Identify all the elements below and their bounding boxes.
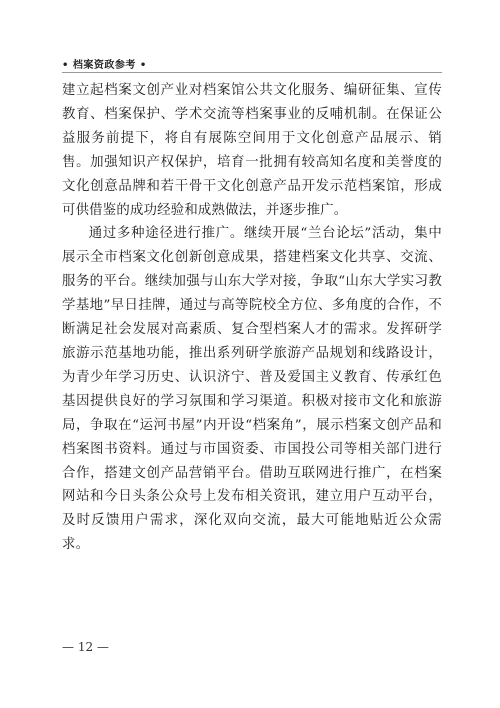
running-header: • 档案资政参考 • (62, 60, 147, 71)
header-divider (62, 72, 442, 73)
paragraph-promotion: 通过多种途径进行推广。继续开展“兰台论坛”活动，集中展示全市档案文化创新创意成果，搭建档案文化共享、交流、服务的平台。继续加强与山东大学对接，争取“山东大学实习教学基地”早日挂牌，通过与高等院校全方位、多角度的合作，不断满足社会发展对高素质、复合型档案人才的需求。发挥研学旅游示范基地功能，推出系列研学旅游产品规划和线路设计，为青少年学习历史、认识济宁、普及爱国主义教育、传承红色基因提供良好的学习氛围和学习渠道。积极对接市文化和旅游局，争取在“运河书屋”内开设“档案角”，展示档案文创产品和档案图书资料。通过与市国资委、市国投公司等相关部门进行合作，搭建文创产品营销平台。借助互联网进行推广，在档案网站和今日头条公众号上发布相关资讯，建立用户互动平台，及时反馈用户需求，深化双向交流，最大可能地贴近公众需求。 (62, 226, 442, 553)
body-text (62, 79, 442, 557)
paragraph-continued: 建立起档案文创产业对档案馆公共文化服务、编研征集、宣传教育、档案保护、学术交流等档案事业的反哺机制。在保证公益服务前提下，将自有展陈空间用于文化创意产品展示、销售。加强知识产权保护，培育一批拥有较高知名度和美誉度的文化创意品牌和若干骨干文化创意产品开发示范档案馆，形成可供借鉴的成功经验和成熟做法，并逐步推广。 (62, 83, 442, 218)
page-number: — 12 — (62, 640, 109, 654)
